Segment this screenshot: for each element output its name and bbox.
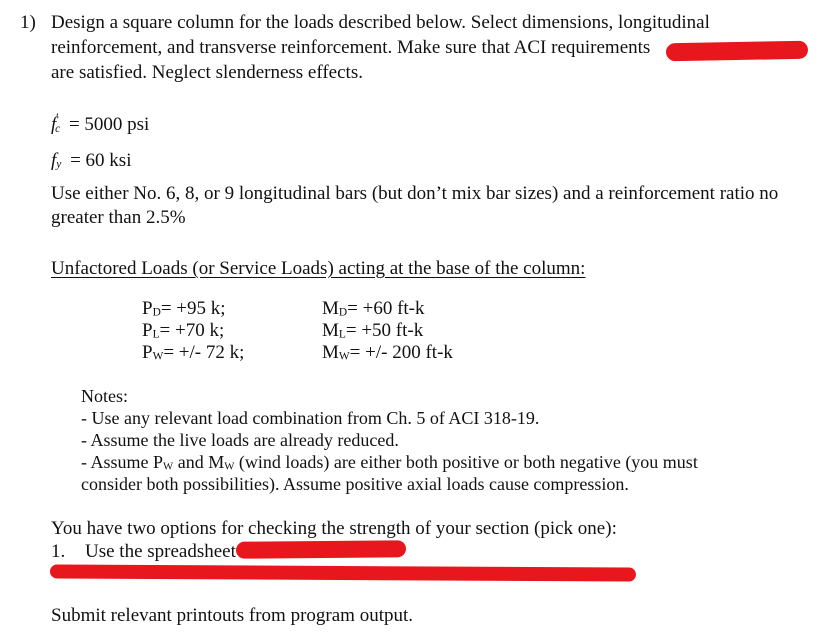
redaction-mark bbox=[666, 41, 808, 61]
redaction-mark-option-2 bbox=[50, 564, 636, 581]
load-ml bbox=[322, 319, 423, 342]
submit-instruction: Submit relevant printouts from program output. bbox=[51, 605, 414, 626]
fc-symbol: f bbox=[51, 114, 57, 135]
notes-title: Notes: bbox=[81, 386, 128, 406]
note-3-part-b: and M bbox=[173, 452, 225, 472]
problem-line-1: Design a square column for the loads described below. Select dimensions, longitudinal bbox=[51, 12, 710, 33]
load-ml-sub: L bbox=[338, 328, 346, 341]
problem-line-2: reinforcement, and transverse reinforcement. Make sure that ACI requirements bbox=[51, 37, 651, 58]
problem-number: 1) bbox=[20, 12, 36, 33]
load-pd bbox=[142, 297, 226, 320]
load-md bbox=[322, 297, 425, 320]
load-pw bbox=[142, 341, 244, 364]
bars-line-2: greater than 2.5% bbox=[51, 207, 186, 228]
load-pl bbox=[142, 319, 224, 342]
fy-symbol: f bbox=[51, 150, 57, 171]
fc-prime: ′ bbox=[55, 110, 59, 125]
fy-equation bbox=[51, 149, 131, 172]
problem-line-3: are satisfied. Neglect slenderness effects. bbox=[51, 62, 363, 83]
note-3-part-c: (wind loads) are either both positive or both negative (you must bbox=[234, 452, 698, 472]
note-3 bbox=[81, 451, 698, 473]
note-4: consider both possibilities). Assume positive axial loads cause compression. bbox=[81, 474, 629, 494]
load-pl-symbol: P bbox=[142, 320, 153, 341]
load-mw-sub: W bbox=[338, 350, 350, 363]
note-1: - Use any relevant load combination from Ch. 5 of ACI 318-19. bbox=[81, 408, 540, 428]
note-3-sub-1: W bbox=[163, 460, 174, 473]
fy-value: = 60 ksi bbox=[70, 150, 132, 171]
fc-equation bbox=[51, 110, 150, 137]
load-md-value: = +60 ft-k bbox=[347, 298, 425, 319]
option-1-text: Use the spreadsheet bbox=[85, 541, 236, 562]
redaction-mark-option-1 bbox=[236, 540, 406, 558]
load-mw bbox=[322, 341, 453, 364]
load-pw-symbol: P bbox=[142, 342, 153, 363]
note-2: - Assume the live loads are already reduced. bbox=[81, 430, 399, 450]
load-pw-value: = +/- 72 k; bbox=[163, 342, 245, 363]
fc-sub: c bbox=[55, 122, 61, 135]
note-3-part-a: - Assume P bbox=[81, 452, 164, 472]
load-ml-value: = +50 ft-k bbox=[345, 320, 424, 341]
load-ml-symbol: M bbox=[322, 320, 339, 341]
load-md-sub: D bbox=[338, 306, 348, 319]
load-pd-symbol: P bbox=[142, 298, 153, 319]
bars-line-1: Use either No. 6, 8, or 9 longitudinal bars (but don’t mix bar sizes) and a reinforcement ratio no bbox=[51, 183, 779, 204]
option-1-number: 1. bbox=[51, 541, 66, 562]
loads-heading: Unfactored Loads (or Service Loads) acting at the base of the column: bbox=[51, 258, 586, 279]
options-intro: You have two options for checking the strength of your section (pick one): bbox=[51, 518, 617, 539]
load-mw-symbol: M bbox=[322, 342, 339, 363]
load-pl-value: = +70 k; bbox=[159, 320, 225, 341]
load-pl-sub: L bbox=[152, 328, 160, 341]
load-pd-value: = +95 k; bbox=[160, 298, 226, 319]
note-3-sub-2: W bbox=[224, 460, 235, 473]
load-pd-sub: D bbox=[152, 306, 161, 319]
load-mw-value: = +/- 200 ft-k bbox=[349, 342, 453, 363]
fy-sub: y bbox=[56, 158, 62, 171]
load-pw-sub: W bbox=[152, 350, 164, 363]
fc-value: = 5000 psi bbox=[68, 114, 150, 135]
load-md-symbol: M bbox=[322, 298, 339, 319]
